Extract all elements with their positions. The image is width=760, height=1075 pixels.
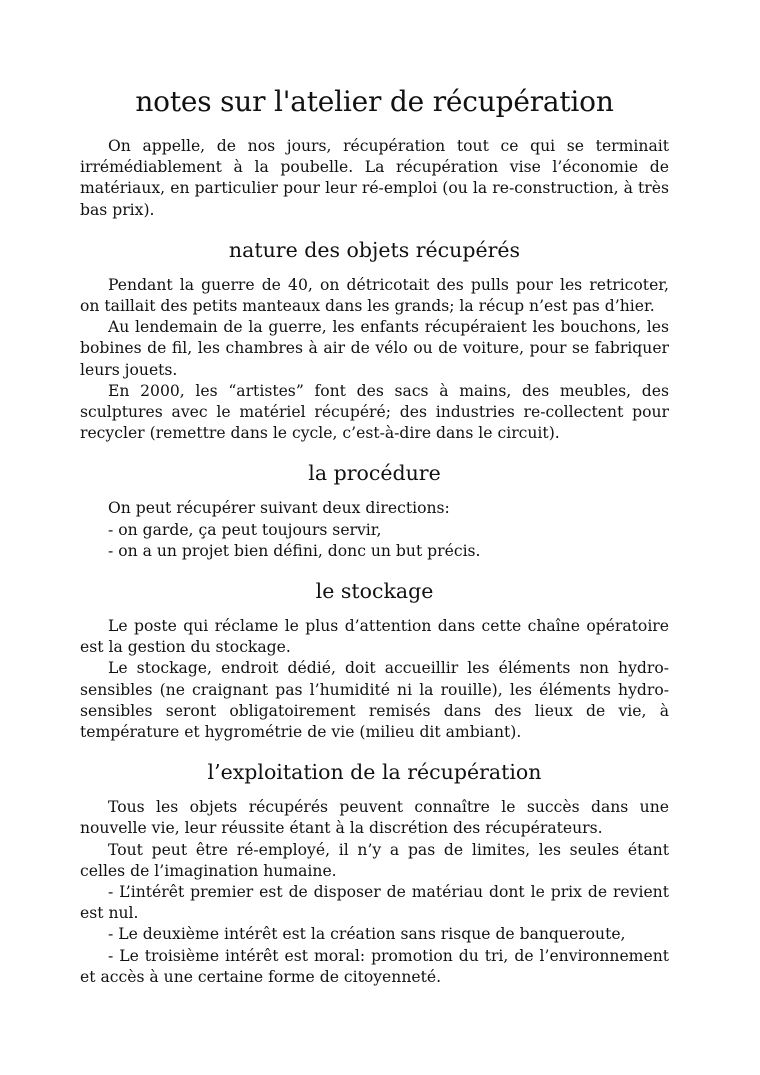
exploitation-item-3: - Le troisième intérêt est moral: promotion du tri, de l’environnement et accès à une certaine forme de citoyenneté. [80,946,669,986]
intro-paragraph: On appelle, de nos jours, récupération tout ce qui se terminait irrémédiablement à la poubelle. La récupération vise l’économie de matériaux, en particulier pour leur ré-emploi (ou la re-construction, à très bas prix). [80,137,669,219]
document-title: notes sur l'atelier de récupération [135,85,614,118]
section-heading-exploitation: l’exploitation de la récupération [207,760,542,785]
stockage-paragraph-2: Le stockage, endroit dédié, doit accueillir les éléments non hydro-sensibles (ne craignant pas l’humidité ni la rouille), les éléments hydro-sensibles seront obligatoirement remisés dans des lieux de vie, à température et hygrométrie de vie (milieu dit ambiant). [80,659,669,742]
procedure-paragraph-1: On peut récupérer suivant deux directions: [108,499,450,518]
section-heading-procedure: la procédure [308,461,441,486]
exploitation-item-1: - L’intérêt premier est de disposer de matériau dont le prix de revient est nul. [80,883,669,923]
nature-paragraph-2: Au lendemain de la guerre, les enfants récupéraient les bouchons, les bobines de fil, les chambres à air de vélo ou de voiture, pour se fabriquer leurs jouets. [80,318,669,379]
document-page [80,82,669,988]
procedure-list-item-2: - on a un projet bien défini, donc un but précis. [108,541,481,560]
exploitation-paragraph-2: Tout peut être ré-employé, il n’y a pas de limites, les seules étant celles de l’imagination humaine. [80,840,669,880]
nature-paragraph-1: Pendant la guerre de 40, on détricotait des pulls pour les retricoter, on taillait des petits manteaux dans les grands; la récup n’est pas d’hier. [80,275,669,316]
exploitation-item-2: - Le deuxième intérêt est la création sans risque de banqueroute, [108,925,626,944]
exploitation-paragraph-1: Tous les objets récupérés peuvent connaître le succès dans une nouvelle vie, leur réussite étant à la discrétion des récupérateurs. [80,798,669,838]
section-heading-stockage: le stockage [315,579,434,604]
stockage-paragraph-1: Le poste qui réclame le plus d’attention dans cette chaîne opératoire est la gestion du stockage. [80,617,669,657]
procedure-list-item-1: - on garde, ça peut toujours servir, [108,520,382,539]
section-heading-nature: nature des objets récupérés [228,237,521,262]
nature-paragraph-3: En 2000, les “artistes” font des sacs à mains, des meubles, des sculptures avec le matériel récupéré; des industries re-collectent pour recycler (remettre dans le cycle, c’est-à-dire dans le circuit). [80,381,669,443]
